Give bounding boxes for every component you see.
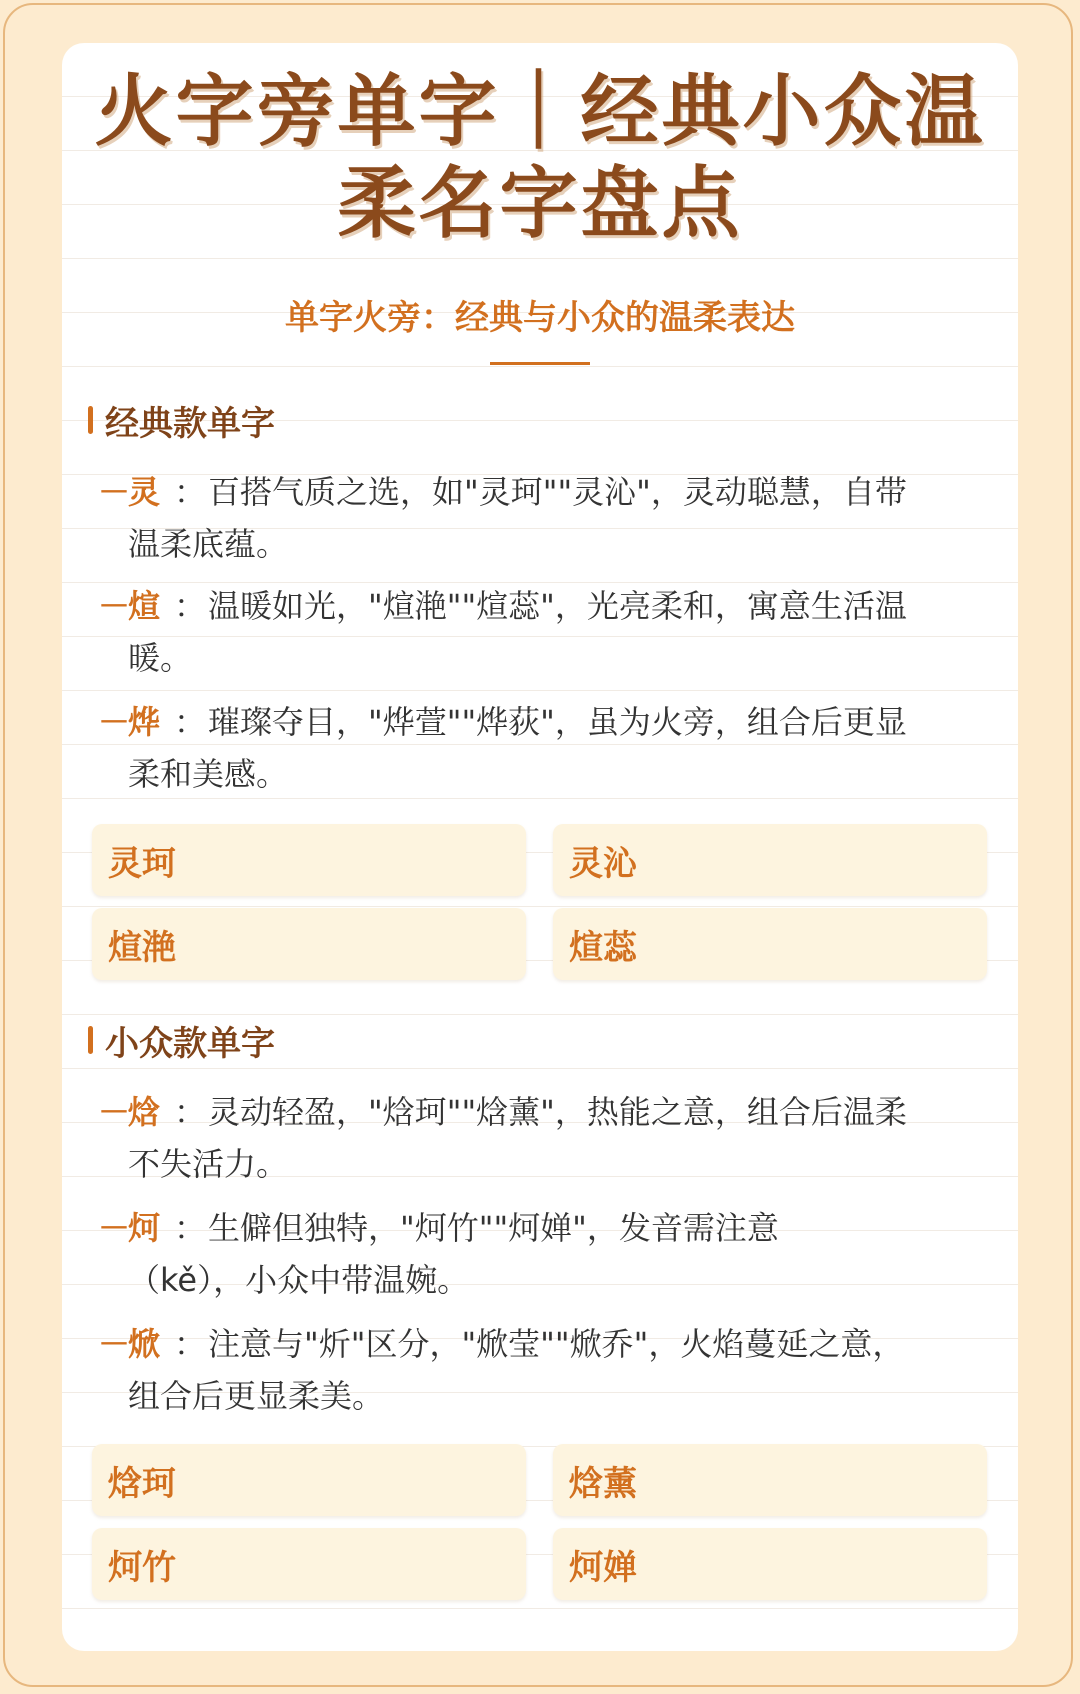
- dash-marker: －: [98, 1209, 131, 1247]
- subtitle: 单字火旁：经典与小众的温柔表达: [285, 298, 795, 338]
- entry-character: 烨: [128, 703, 161, 741]
- name-chip: 灵珂: [92, 824, 526, 896]
- entry-character: 焓: [128, 1093, 161, 1131]
- name-chip: 炣竹: [92, 1528, 526, 1600]
- entry-description: 生僻但独特，"炣竹""炣婵"，发音需注意: [208, 1209, 779, 1247]
- entry-item: [98, 1086, 988, 1190]
- entry-description: 百搭气质之选，如"灵珂""灵沁"，灵动聪慧，自带: [208, 473, 907, 511]
- entry-colon: ：: [174, 1093, 207, 1131]
- subtitle-underline: [490, 362, 590, 365]
- entry-description-continued: （kě），小众中带温婉。: [128, 1261, 470, 1299]
- name-chip: 灵沁: [553, 824, 987, 896]
- entry-description: 注意与"炘"区分，"焮莹""焮乔"，火焰蔓延之意，: [208, 1325, 905, 1363]
- page-title-line2: 柔名字盘点: [337, 159, 743, 249]
- section-marker-icon: [88, 406, 93, 434]
- entry-description-continued: 组合后更显柔美。: [128, 1377, 385, 1415]
- section-title: 经典款单字: [105, 403, 275, 444]
- dash-marker: －: [98, 473, 131, 511]
- name-chip: 煊蕊: [553, 908, 987, 980]
- section-header-classic: [88, 400, 275, 444]
- section-title: 小众款单字: [105, 1023, 275, 1064]
- section-marker-icon: [88, 1026, 93, 1054]
- entry-item: [98, 1202, 988, 1306]
- dash-marker: －: [98, 1093, 131, 1131]
- entry-colon: ：: [174, 473, 207, 511]
- name-chip: 炣婵: [553, 1528, 987, 1600]
- entry-colon: ：: [174, 1209, 207, 1247]
- entry-description-continued: 温柔底蕴。: [128, 525, 289, 563]
- entry-character: 焮: [128, 1325, 161, 1363]
- name-chip: 煊滟: [92, 908, 526, 980]
- page-title: [0, 66, 1080, 250]
- entry-colon: ：: [174, 703, 207, 741]
- entry-colon: ：: [174, 1325, 207, 1363]
- entry-character: 煊: [128, 587, 161, 625]
- entry-description-continued: 柔和美感。: [128, 755, 289, 793]
- entry-description-continued: 暖。: [128, 639, 193, 677]
- section-header-niche: [88, 1020, 275, 1064]
- entry-description: 温暖如光，"煊滟""煊蕊"，光亮柔和，寓意生活温: [208, 587, 907, 625]
- dash-marker: －: [98, 587, 131, 625]
- entry-item: [98, 696, 988, 800]
- entry-character: 灵: [128, 473, 161, 511]
- dash-marker: －: [98, 703, 131, 741]
- name-chip: 焓薰: [553, 1444, 987, 1516]
- entry-character: 炣: [128, 1209, 161, 1247]
- entry-item: [98, 466, 988, 570]
- entry-item: [98, 1318, 988, 1422]
- entry-item: [98, 580, 988, 684]
- name-chip: 焓珂: [92, 1444, 526, 1516]
- page-title-line1: 火字旁单字｜经典小众温: [94, 67, 986, 157]
- entry-colon: ：: [174, 587, 207, 625]
- entry-description: 灵动轻盈，"焓珂""焓薰"，热能之意，组合后温柔: [208, 1093, 907, 1131]
- entry-description-continued: 不失活力。: [128, 1145, 289, 1183]
- dash-marker: －: [98, 1325, 131, 1363]
- entry-description: 璀璨夺目，"烨萱""烨荻"，虽为火旁，组合后更显: [208, 703, 907, 741]
